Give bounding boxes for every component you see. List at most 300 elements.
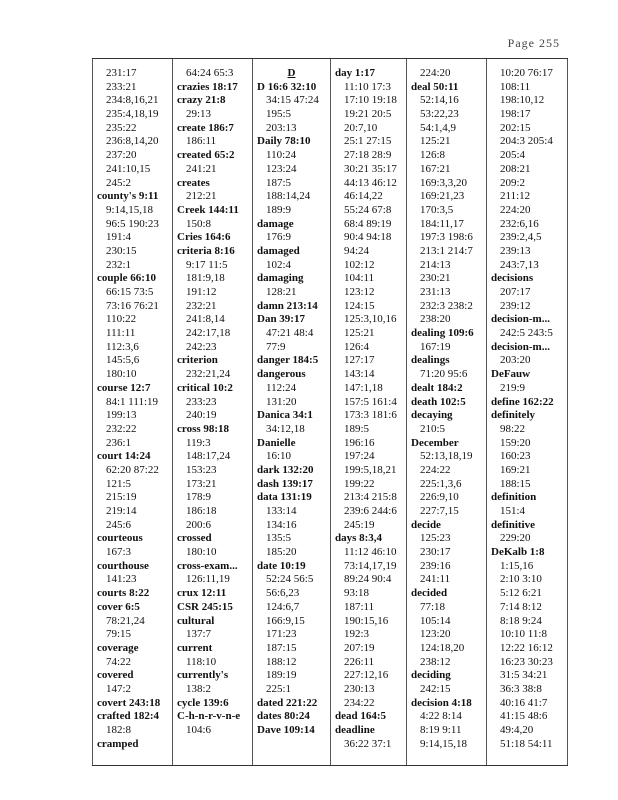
index-reference: 239:2,4,5 bbox=[500, 231, 542, 244]
index-term: Creek 144:11 bbox=[177, 203, 239, 216]
index-term: dealt 184:2 bbox=[411, 381, 463, 394]
index-term: date 10:19 bbox=[257, 559, 306, 572]
index-reference: 36:3 38:8 bbox=[500, 682, 542, 695]
index-reference: 126:11,19 bbox=[186, 573, 230, 586]
index-term: course 12:7 bbox=[97, 381, 151, 394]
index-reference: 187:11 bbox=[344, 600, 375, 613]
index-term: death 102:5 bbox=[411, 395, 466, 408]
index-reference: 71:20 95:6 bbox=[420, 368, 468, 381]
index-reference: 232:21,24 bbox=[186, 368, 231, 381]
index-reference: 19:21 20:5 bbox=[344, 108, 392, 121]
index-reference: 52:24 56:5 bbox=[266, 573, 314, 586]
index-reference: 119:3 bbox=[186, 436, 211, 449]
index-term: damn 213:14 bbox=[257, 299, 318, 312]
index-reference: 241:21 bbox=[186, 162, 217, 175]
index-reference: 189:5 bbox=[344, 422, 370, 435]
index-reference: 11:10 17:3 bbox=[344, 80, 391, 93]
index-reference: 111:11 bbox=[106, 327, 136, 340]
index-reference: 121:5 bbox=[106, 477, 132, 490]
index-reference: 126:4 bbox=[344, 340, 370, 353]
index-reference: 230:15 bbox=[106, 244, 137, 257]
index-reference: 124:6,7 bbox=[266, 600, 300, 613]
index-reference: 118:10 bbox=[186, 655, 217, 668]
index-reference: 176:9 bbox=[266, 231, 292, 244]
index-reference: 202:15 bbox=[500, 121, 531, 134]
index-reference: 225:1 bbox=[266, 682, 292, 695]
index-term: Daily 78:10 bbox=[257, 135, 311, 148]
index-reference: 232:21 bbox=[186, 299, 217, 312]
index-reference: 160:23 bbox=[500, 450, 531, 463]
index-term: data 131:19 bbox=[257, 491, 312, 504]
index-reference: 148:17,24 bbox=[186, 450, 231, 463]
index-reference: 245:19 bbox=[344, 518, 375, 531]
index-reference: 56:6,23 bbox=[266, 587, 300, 600]
index-reference: 5:12 6:21 bbox=[500, 587, 542, 600]
index-reference: 237:20 bbox=[106, 149, 137, 162]
index-reference: 34:12,18 bbox=[266, 422, 305, 435]
index-reference: 185:20 bbox=[266, 546, 297, 559]
index-reference: 245:2 bbox=[106, 176, 132, 189]
index-reference: 188:12 bbox=[266, 655, 297, 668]
index-reference: 238:20 bbox=[420, 313, 451, 326]
index-term: creates bbox=[177, 176, 210, 189]
index-reference: 150:8 bbox=[186, 217, 212, 230]
index-reference: 233:23 bbox=[186, 395, 217, 408]
index-term: crazies 18:17 bbox=[177, 80, 238, 93]
index-reference: 197:3 198:6 bbox=[420, 231, 473, 244]
index-term: dealings bbox=[411, 354, 450, 367]
index-reference: 242:15 bbox=[420, 682, 451, 695]
index-reference: 159:20 bbox=[500, 436, 531, 449]
index-reference: 232:1 bbox=[106, 258, 132, 271]
index-reference: 167:21 bbox=[420, 162, 451, 175]
index-reference: 98:22 bbox=[500, 422, 526, 435]
index-term: crux 12:11 bbox=[177, 587, 227, 600]
index-term: DeKalb 1:8 bbox=[491, 546, 545, 559]
index-reference: 243:7,13 bbox=[500, 258, 539, 271]
index-term: Dan 39:17 bbox=[257, 313, 305, 326]
index-reference: 53:22,23 bbox=[420, 108, 459, 121]
index-reference: 40:16 41:7 bbox=[500, 696, 548, 709]
index-reference: 89:24 90:4 bbox=[344, 573, 392, 586]
index-reference: 102:4 bbox=[266, 258, 292, 271]
index-reference: 8:18 9:24 bbox=[500, 614, 542, 627]
index-term: covered bbox=[97, 669, 134, 682]
index-reference: 240:19 bbox=[186, 409, 217, 422]
index-term: dates 80:24 bbox=[257, 710, 310, 723]
index-reference: 9:14,15,18 bbox=[420, 737, 468, 750]
index-reference: 180:10 bbox=[186, 546, 217, 559]
index-reference: 242:23 bbox=[186, 340, 217, 353]
index-term: D 16:6 32:10 bbox=[257, 80, 317, 93]
index-term: Dave 109:14 bbox=[257, 724, 315, 736]
index-reference: 235:4,18,19 bbox=[106, 108, 159, 121]
index-reference: 147:2 bbox=[106, 682, 132, 695]
index-reference: 230:13 bbox=[344, 682, 375, 695]
index-reference: 239:12 bbox=[500, 299, 531, 312]
index-term: definitely bbox=[491, 409, 535, 422]
index-reference: 170:3,5 bbox=[420, 203, 454, 216]
index-reference: 169:3,3,20 bbox=[420, 176, 468, 189]
index-term: decided bbox=[411, 587, 448, 600]
index-term: dated 221:22 bbox=[257, 696, 318, 709]
index-term: cramped bbox=[97, 737, 139, 750]
index-reference: 235:22 bbox=[106, 121, 137, 134]
index-reference: 238:12 bbox=[420, 655, 451, 668]
index-term: dangerous bbox=[257, 368, 306, 381]
index-reference: 214:13 bbox=[420, 258, 451, 271]
index-reference: 78:21,24 bbox=[106, 614, 145, 627]
index-term: couple 66:10 bbox=[97, 272, 156, 285]
index-reference: 234:22 bbox=[344, 696, 375, 709]
index-reference: 199:22 bbox=[344, 477, 375, 490]
index-reference: 30:21 35:17 bbox=[344, 162, 397, 175]
index-reference: 46:14,22 bbox=[344, 190, 383, 203]
index-reference: 203:13 bbox=[266, 121, 297, 134]
index-reference: 208:21 bbox=[500, 162, 531, 175]
index-term: decision 4:18 bbox=[411, 696, 472, 709]
index-reference: 66:15 73:5 bbox=[106, 286, 154, 298]
index-reference: 195:5 bbox=[266, 108, 292, 121]
index-term: C-h-n-r-v-n-e bbox=[177, 710, 241, 723]
index-term: county's 9:11 bbox=[97, 190, 159, 203]
index-reference: 233:21 bbox=[106, 80, 137, 93]
index-reference: 73:16 76:21 bbox=[106, 299, 159, 312]
index-reference: 213:1 214:7 bbox=[420, 244, 473, 257]
index-term: dealing 109:6 bbox=[411, 327, 474, 340]
index-reference: 242:5 243:5 bbox=[500, 327, 553, 340]
index-reference: 153:23 bbox=[186, 463, 217, 476]
index-reference: 213:4 215:8 bbox=[344, 491, 397, 504]
index-reference: 108:11 bbox=[500, 80, 531, 93]
index-reference: 112:24 bbox=[266, 381, 297, 394]
index-reference: 2:10 3:10 bbox=[500, 573, 542, 586]
index-reference: 225:1,3,6 bbox=[420, 477, 462, 490]
index-reference: 68:4 89:19 bbox=[344, 217, 392, 230]
index-reference: 239:16 bbox=[420, 559, 451, 572]
index-term: cross 98:18 bbox=[177, 422, 230, 435]
index-reference: 124:15 bbox=[344, 299, 375, 312]
index-term: dark 132:20 bbox=[257, 463, 314, 476]
index-column-5 bbox=[406, 59, 486, 765]
index-term: decision-m... bbox=[491, 340, 550, 353]
index-reference: 232:3 238:2 bbox=[420, 299, 473, 312]
index-reference: 211:12 bbox=[500, 190, 531, 203]
index-reference: 245:6 bbox=[106, 518, 132, 531]
index-term: danger 184:5 bbox=[257, 354, 319, 367]
index-term: deadline bbox=[335, 724, 375, 736]
index-term: current bbox=[177, 641, 213, 654]
index-reference: 210:5 bbox=[420, 422, 446, 435]
index-reference: 197:24 bbox=[344, 450, 375, 463]
index-term: Cries 164:6 bbox=[177, 231, 231, 244]
index-reference: 229:20 bbox=[500, 532, 531, 545]
index-reference: 178:9 bbox=[186, 491, 212, 504]
index-reference: 112:3,6 bbox=[106, 340, 139, 353]
index-reference: 55:24 67:8 bbox=[344, 203, 392, 216]
index-reference: 104:11 bbox=[344, 272, 375, 285]
index-term: criteria 8:16 bbox=[177, 244, 235, 257]
section-letter: D bbox=[287, 67, 296, 79]
index-term: decisions bbox=[491, 272, 534, 285]
index-reference: 10:20 76:17 bbox=[500, 67, 553, 79]
index-reference: 34:15 47:24 bbox=[266, 94, 319, 107]
index-reference: 167:3 bbox=[106, 546, 132, 559]
index-reference: 79:15 bbox=[106, 628, 132, 641]
index-term: define 162:22 bbox=[491, 395, 554, 408]
index-reference: 169:21 bbox=[500, 463, 531, 476]
index-reference: 8:19 9:11 bbox=[420, 724, 462, 736]
index-reference: 104:6 bbox=[186, 724, 212, 736]
index-reference: 105:14 bbox=[420, 614, 451, 627]
index-reference: 242:17,18 bbox=[186, 327, 231, 340]
index-term: crafted 182:4 bbox=[97, 710, 160, 723]
index-reference: 224:20 bbox=[500, 203, 531, 216]
index-reference: 94:24 bbox=[344, 244, 370, 257]
index-reference: 74:22 bbox=[106, 655, 132, 668]
index-term: deciding bbox=[411, 669, 451, 682]
index-reference: 173:21 bbox=[186, 477, 217, 490]
index-reference: 191:4 bbox=[106, 231, 132, 244]
index-reference: 125:23 bbox=[420, 532, 451, 545]
index-reference: 232:22 bbox=[106, 422, 137, 435]
index-reference: 27:18 28:9 bbox=[344, 149, 392, 162]
index-reference: 64:24 65:3 bbox=[186, 67, 234, 79]
index-term: dash 139:17 bbox=[257, 477, 313, 490]
index-reference: 9:14,15,18 bbox=[106, 203, 154, 216]
index-reference: 77:18 bbox=[420, 600, 446, 613]
index-table bbox=[92, 58, 568, 766]
index-reference: 141:23 bbox=[106, 573, 137, 586]
index-reference: 166:9,15 bbox=[266, 614, 305, 627]
index-reference: 199:13 bbox=[106, 409, 137, 422]
index-term: courteous bbox=[97, 532, 143, 545]
index-term: December bbox=[411, 436, 459, 449]
index-term: dead 164:5 bbox=[335, 710, 387, 723]
index-reference: 190:15,16 bbox=[344, 614, 389, 627]
index-reference: 93:18 bbox=[344, 587, 370, 600]
index-reference: 215:19 bbox=[106, 491, 137, 504]
index-term: cultural bbox=[177, 614, 215, 627]
index-reference: 226:9,10 bbox=[420, 491, 459, 504]
index-reference: 7:14 8:12 bbox=[500, 600, 542, 613]
index-term: Danielle bbox=[257, 436, 296, 449]
index-column-2 bbox=[172, 59, 252, 765]
index-reference: 127:17 bbox=[344, 354, 375, 367]
index-reference: 203:20 bbox=[500, 354, 531, 367]
index-reference: 236:8,14,20 bbox=[106, 135, 159, 148]
index-reference: 123:12 bbox=[344, 286, 375, 298]
index-term: decide bbox=[411, 518, 441, 531]
index-reference: 147:1,18 bbox=[344, 381, 383, 394]
index-reference: 199:5,18,21 bbox=[344, 463, 397, 476]
index-term: definition bbox=[491, 491, 537, 504]
index-reference: 36:22 37:1 bbox=[344, 737, 392, 750]
index-reference: 20:7,10 bbox=[344, 121, 378, 134]
index-reference: 17:10 19:18 bbox=[344, 94, 397, 107]
index-reference: 234:8,16,21 bbox=[106, 94, 159, 107]
index-reference: 77:9 bbox=[266, 340, 286, 353]
index-reference: 102:12 bbox=[344, 258, 375, 271]
index-reference: 209:2 bbox=[500, 176, 526, 189]
index-reference: 232:6,16 bbox=[500, 217, 539, 230]
index-reference: 186:18 bbox=[186, 505, 217, 517]
index-term: damage bbox=[257, 217, 294, 230]
index-reference: 191:12 bbox=[186, 286, 217, 298]
index-reference: 204:3 205:4 bbox=[500, 135, 553, 148]
page-number: Page 255 bbox=[507, 36, 560, 50]
index-reference: 10:10 11:8 bbox=[500, 628, 547, 641]
index-reference: 219:14 bbox=[106, 505, 137, 517]
index-reference: 188:15 bbox=[500, 477, 531, 490]
index-reference: 110:24 bbox=[266, 149, 297, 162]
index-reference: 181:9,18 bbox=[186, 272, 225, 285]
index-term: court 14:24 bbox=[97, 450, 151, 463]
index-reference: 138:2 bbox=[186, 682, 212, 695]
index-reference: 90:4 94:18 bbox=[344, 231, 392, 244]
index-reference: 1:15,16 bbox=[500, 559, 534, 572]
index-reference: 192:3 bbox=[344, 628, 370, 641]
index-reference: 171:23 bbox=[266, 628, 297, 641]
index-reference: 187:15 bbox=[266, 641, 297, 654]
index-reference: 137:7 bbox=[186, 628, 212, 641]
index-reference: 133:14 bbox=[266, 505, 297, 517]
index-term: covert 243:18 bbox=[97, 696, 161, 709]
index-term: deal 50:11 bbox=[411, 80, 459, 93]
index-reference: 135:5 bbox=[266, 532, 292, 545]
index-reference: 224:22 bbox=[420, 463, 451, 476]
index-reference: 44:13 46:12 bbox=[344, 176, 397, 189]
index-term: criterion bbox=[177, 354, 218, 367]
index-reference: 219:9 bbox=[500, 381, 526, 394]
index-reference: 239:6 244:6 bbox=[344, 505, 397, 517]
index-reference: 51:18 54:11 bbox=[500, 737, 553, 750]
index-term: coverage bbox=[97, 641, 139, 654]
index-reference: 145:5,6 bbox=[106, 354, 140, 367]
index-term: created 65:2 bbox=[177, 149, 235, 162]
index-reference: 143:14 bbox=[344, 368, 375, 381]
index-reference: 184:11,17 bbox=[420, 217, 464, 230]
index-reference: 227:7,15 bbox=[420, 505, 459, 517]
index-term: definitive bbox=[491, 518, 535, 531]
index-reference: 11:12 46:10 bbox=[344, 546, 397, 559]
index-reference: 84:1 111:19 bbox=[106, 395, 159, 408]
index-reference: 9:17 11:5 bbox=[186, 258, 228, 271]
index-reference: 31:5 34:21 bbox=[500, 669, 548, 682]
index-reference: 169:21,23 bbox=[420, 190, 465, 203]
index-term: decaying bbox=[411, 409, 453, 422]
index-term: damaged bbox=[257, 244, 300, 257]
index-reference: 224:20 bbox=[420, 67, 451, 79]
index-reference: 187:5 bbox=[266, 176, 292, 189]
index-term: courts 8:22 bbox=[97, 587, 150, 600]
index-column-1 bbox=[92, 59, 172, 765]
index-reference: 230:21 bbox=[420, 272, 451, 285]
index-reference: 125:21 bbox=[420, 135, 451, 148]
index-reference: 212:21 bbox=[186, 190, 217, 203]
index-term: crossed bbox=[177, 532, 212, 545]
index-reference: 25:1 27:15 bbox=[344, 135, 392, 148]
index-reference: 189:9 bbox=[266, 203, 292, 216]
index-reference: 231:13 bbox=[420, 286, 451, 298]
index-reference: 241:8,14 bbox=[186, 313, 225, 326]
index-reference: 131:20 bbox=[266, 395, 297, 408]
index-column-3 bbox=[252, 59, 330, 765]
index-reference: 123:24 bbox=[266, 162, 297, 175]
index-reference: 134:16 bbox=[266, 518, 297, 531]
index-term: Danica 34:1 bbox=[257, 409, 313, 422]
index-reference: 54:1,4,9 bbox=[420, 121, 457, 134]
index-reference: 16:23 30:23 bbox=[500, 655, 553, 668]
index-reference: 205:4 bbox=[500, 149, 526, 162]
index-term: currently's bbox=[177, 669, 229, 682]
index-reference: 41:15 48:6 bbox=[500, 710, 548, 723]
index-reference: 207:19 bbox=[344, 641, 375, 654]
index-reference: 47:21 48:4 bbox=[266, 327, 314, 340]
index-reference: 226:11 bbox=[344, 655, 375, 668]
index-reference: 110:22 bbox=[106, 313, 137, 326]
index-term: day 1:17 bbox=[335, 67, 376, 79]
index-reference: 128:21 bbox=[266, 286, 297, 298]
index-term: crazy 21:8 bbox=[177, 94, 226, 107]
index-reference: 124:18,20 bbox=[420, 641, 465, 654]
index-term: cover 6:5 bbox=[97, 600, 140, 613]
index-term: decision-m... bbox=[491, 313, 550, 326]
index-reference: 200:6 bbox=[186, 518, 212, 531]
index-reference: 49:4,20 bbox=[500, 724, 534, 736]
index-reference: 125:21 bbox=[344, 327, 375, 340]
index-reference: 125:3,10,16 bbox=[344, 313, 397, 326]
index-term: damaging bbox=[257, 272, 304, 285]
index-reference: 180:10 bbox=[106, 368, 137, 381]
index-term: days 8:3,4 bbox=[335, 532, 383, 545]
index-reference: 96:5 190:23 bbox=[106, 217, 159, 230]
index-reference: 123:20 bbox=[420, 628, 451, 641]
index-reference: 188:14,24 bbox=[266, 190, 311, 203]
index-reference: 52:14,16 bbox=[420, 94, 459, 107]
index-reference: 4:22 8:14 bbox=[420, 710, 462, 723]
index-term: critical 10:2 bbox=[177, 381, 233, 394]
index-reference: 241:11 bbox=[420, 573, 451, 586]
index-term: DeFauw bbox=[491, 368, 531, 381]
index-column-4 bbox=[330, 59, 406, 765]
index-reference: 207:17 bbox=[500, 286, 531, 298]
index-reference: 16:10 bbox=[266, 450, 292, 463]
index-reference: 157:5 161:4 bbox=[344, 395, 397, 408]
index-column-6 bbox=[486, 59, 568, 765]
index-reference: 198:17 bbox=[500, 108, 531, 121]
index-reference: 227:12,16 bbox=[344, 669, 389, 682]
index-reference: 73:14,17,19 bbox=[344, 559, 397, 572]
index-reference: 12:22 16:12 bbox=[500, 641, 553, 654]
index-reference: 236:1 bbox=[106, 436, 132, 449]
index-reference: 231:17 bbox=[106, 67, 137, 79]
index-reference: 62:20 87:22 bbox=[106, 463, 159, 476]
index-reference: 52:13,18,19 bbox=[420, 450, 473, 463]
index-term: courthouse bbox=[97, 559, 149, 572]
index-reference: 230:17 bbox=[420, 546, 451, 559]
index-reference: 241:10,15 bbox=[106, 162, 151, 175]
index-reference: 186:11 bbox=[186, 135, 217, 148]
index-term: CSR 245:15 bbox=[177, 600, 233, 613]
index-reference: 29:13 bbox=[186, 108, 212, 121]
index-reference: 182:8 bbox=[106, 724, 132, 736]
index-reference: 196:16 bbox=[344, 436, 375, 449]
index-reference: 167:19 bbox=[420, 340, 451, 353]
index-reference: 151:4 bbox=[500, 505, 526, 517]
index-reference: 239:13 bbox=[500, 244, 531, 257]
index-reference: 126:8 bbox=[420, 149, 446, 162]
